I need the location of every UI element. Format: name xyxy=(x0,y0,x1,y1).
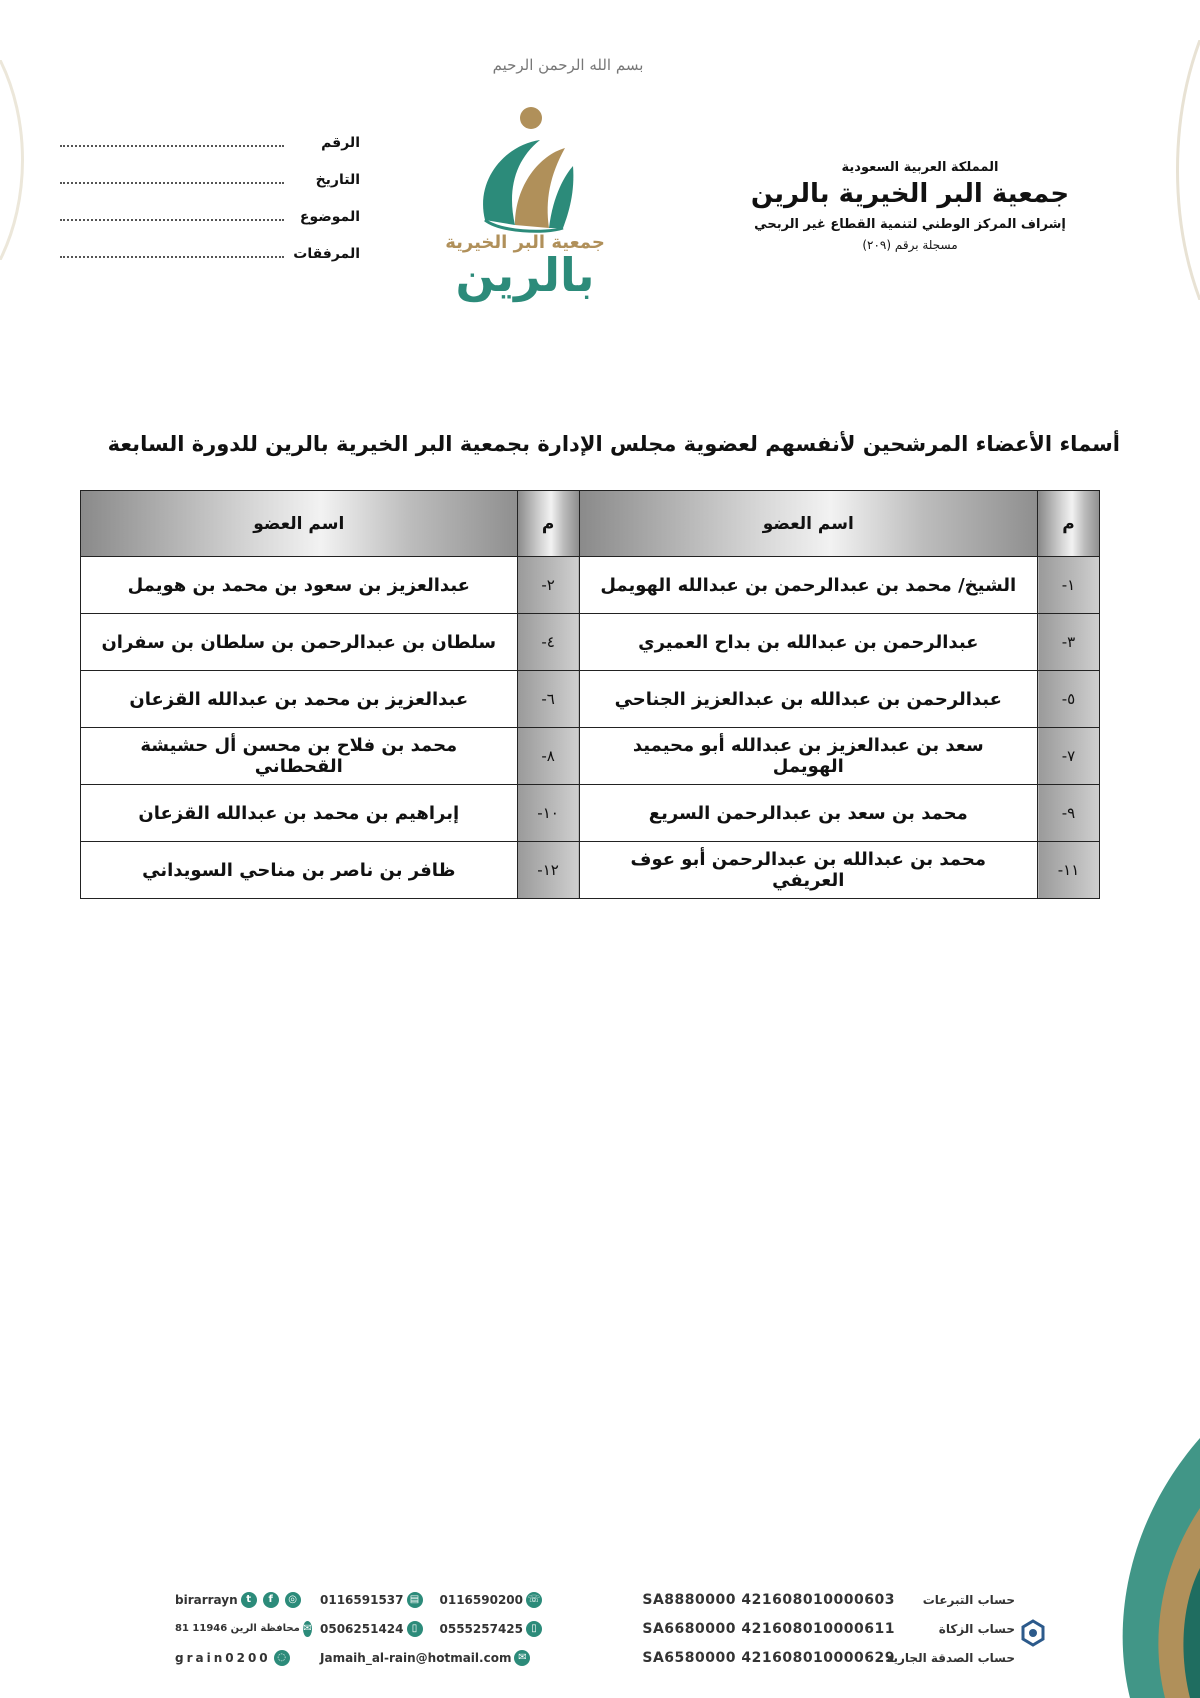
ref-number-label: الرقم xyxy=(321,135,360,151)
social-handle: birarrayn xyxy=(175,1592,238,1607)
logo-wordmark: بالرين xyxy=(455,248,595,302)
member-number: ٦- xyxy=(517,671,579,728)
member-name: ظافر بن ناصر بن مناحي السويداني xyxy=(81,842,518,899)
snapchat-handle: grain0200 xyxy=(175,1650,271,1665)
snapchat-line xyxy=(175,1643,315,1672)
ref-date-row xyxy=(60,172,360,209)
bank-iban: SA6680000 421608010000611 xyxy=(642,1620,895,1637)
instagram-icon: ◎ xyxy=(285,1592,301,1608)
mobile-line xyxy=(320,1614,570,1643)
bank-label: حساب الزكاة xyxy=(938,1621,1015,1636)
bank-account-zakat xyxy=(595,1614,1015,1643)
ref-subject-dots xyxy=(60,211,284,221)
member-name: محمد بن سعد بن عبدالرحمن السريع xyxy=(579,785,1037,842)
member-name: عبدالرحمن بن عبدالله بن بداح العميري xyxy=(579,614,1037,671)
member-name: الشيخ/ محمد بن عبدالرحمن بن عبدالله الهويمل xyxy=(579,557,1037,614)
organization-name: جمعية البر الخيرية بالرين xyxy=(750,179,1070,209)
bank-accounts xyxy=(595,1585,1015,1672)
pobox-line xyxy=(175,1614,315,1643)
ref-date-label: التاريخ xyxy=(315,172,360,188)
logo-subtitle: جمعية البر الخيرية xyxy=(445,232,605,253)
member-name: عبدالعزيز بن محمد بن عبدالله القزعان xyxy=(81,671,518,728)
kingdom-name: المملكة العربية السعودية xyxy=(841,160,999,175)
candidates-table xyxy=(80,490,1100,899)
phone-number: 0116590200 xyxy=(439,1592,523,1607)
reference-fields xyxy=(60,135,360,283)
mobile-icon: ▯ xyxy=(407,1621,423,1637)
decorative-leaf-top-right xyxy=(1160,40,1200,300)
page-footer xyxy=(175,1585,1025,1680)
ref-date-dots xyxy=(60,174,284,184)
organization-header xyxy=(710,160,1070,252)
member-name: عبدالعزيز بن سعود بن محمد بن هويمل xyxy=(81,557,518,614)
mobile-icon: ▯ xyxy=(526,1621,542,1637)
po-box: 81 محافظة الرين 11946 xyxy=(175,1623,300,1634)
ref-number-row xyxy=(60,135,360,172)
twitter-icon: t xyxy=(241,1592,257,1608)
member-number: ١٠- xyxy=(517,785,579,842)
phone-line xyxy=(320,1585,570,1614)
member-number: ٧- xyxy=(1038,728,1100,785)
member-number: ١- xyxy=(1038,557,1100,614)
table-header-row xyxy=(81,491,1100,557)
bismillah-calligraphy: بسم الله الرحمن الرحيم xyxy=(492,56,644,74)
decorative-leaf-bottom-right xyxy=(1090,1398,1200,1698)
phone-icon: ☏ xyxy=(526,1592,542,1608)
ref-attachments-row xyxy=(60,246,360,283)
member-number: ٤- xyxy=(517,614,579,671)
mailbox-icon: ✉ xyxy=(303,1621,312,1637)
table-row xyxy=(81,614,1100,671)
number-header: م xyxy=(1038,491,1100,557)
table-row xyxy=(81,785,1100,842)
table-row xyxy=(81,671,1100,728)
member-name-header: اسم العضو xyxy=(579,491,1037,557)
registration-number: مسجلة برقم (٢٠٩) xyxy=(862,238,958,252)
mobile-number-2: 0506251424 xyxy=(320,1621,404,1636)
member-number: ١١- xyxy=(1038,842,1100,899)
bank-label: حساب التبرعات xyxy=(922,1592,1015,1607)
ref-attachments-label: المرفقات xyxy=(293,246,360,262)
member-number: ٥- xyxy=(1038,671,1100,728)
member-number: ٨- xyxy=(517,728,579,785)
ref-subject-row xyxy=(60,209,360,246)
social-info xyxy=(175,1585,315,1672)
member-number: ١٢- xyxy=(517,842,579,899)
member-number: ٩- xyxy=(1038,785,1100,842)
table-row xyxy=(81,728,1100,785)
member-number: ٣- xyxy=(1038,614,1100,671)
bank-account-charity xyxy=(595,1643,1015,1672)
table-row xyxy=(81,557,1100,614)
table-row xyxy=(81,842,1100,899)
fax-number: 0116591537 xyxy=(320,1592,404,1607)
snapchat-icon: ◌ xyxy=(274,1650,290,1666)
contact-info xyxy=(320,1585,570,1672)
supervision-text: إشراف المركز الوطني لتنمية القطاع غير الربحي xyxy=(754,217,1066,232)
member-name-header: اسم العضو xyxy=(81,491,518,557)
member-name: محمد بن عبدالله بن عبدالرحمن أبو عوف العريفي xyxy=(579,842,1037,899)
member-name: سعد بن عبدالعزيز بن عبدالله أبو محيميد الهويمل xyxy=(579,728,1037,785)
footer-emblem-icon xyxy=(1018,1618,1048,1648)
member-name: محمد بن فلاح بن محسن أل حشيشة القحطاني xyxy=(81,728,518,785)
ref-number-dots xyxy=(60,137,284,147)
bank-iban: SA6580000 421608010000629 xyxy=(642,1649,895,1666)
mobile-number-1: 0555257425 xyxy=(439,1621,523,1636)
document-title: أسماء الأعضاء المرشحين لأنفسهم لعضوية مجلس الإدارة بجمعية البر الخيرية بالرين للدورة السابعة xyxy=(107,432,1120,456)
member-name: إبراهيم بن محمد بن عبدالله القزعان xyxy=(81,785,518,842)
email-icon: ✉ xyxy=(514,1650,530,1666)
bank-iban: SA8880000 421608010000603 xyxy=(642,1591,895,1608)
bank-label: حساب الصدقة الجارية xyxy=(886,1650,1015,1665)
member-number: ٢- xyxy=(517,557,579,614)
number-header: م xyxy=(517,491,579,557)
fax-icon: ▤ xyxy=(407,1592,423,1608)
email-line xyxy=(320,1643,570,1672)
decorative-leaf-top-left xyxy=(0,60,40,260)
facebook-icon: f xyxy=(263,1592,279,1608)
member-name: عبدالرحمن بن عبدالله بن عبدالعزيز الجناحي xyxy=(579,671,1037,728)
social-line xyxy=(175,1585,315,1614)
bank-account-donations xyxy=(595,1585,1015,1614)
email-address: Jamaih_al-rain@hotmail.com xyxy=(320,1650,512,1665)
ref-attachments-dots xyxy=(60,248,284,258)
ref-subject-label: الموضوع xyxy=(299,209,360,225)
member-name: سلطان بن عبدالرحمن بن سلطان بن سفران xyxy=(81,614,518,671)
